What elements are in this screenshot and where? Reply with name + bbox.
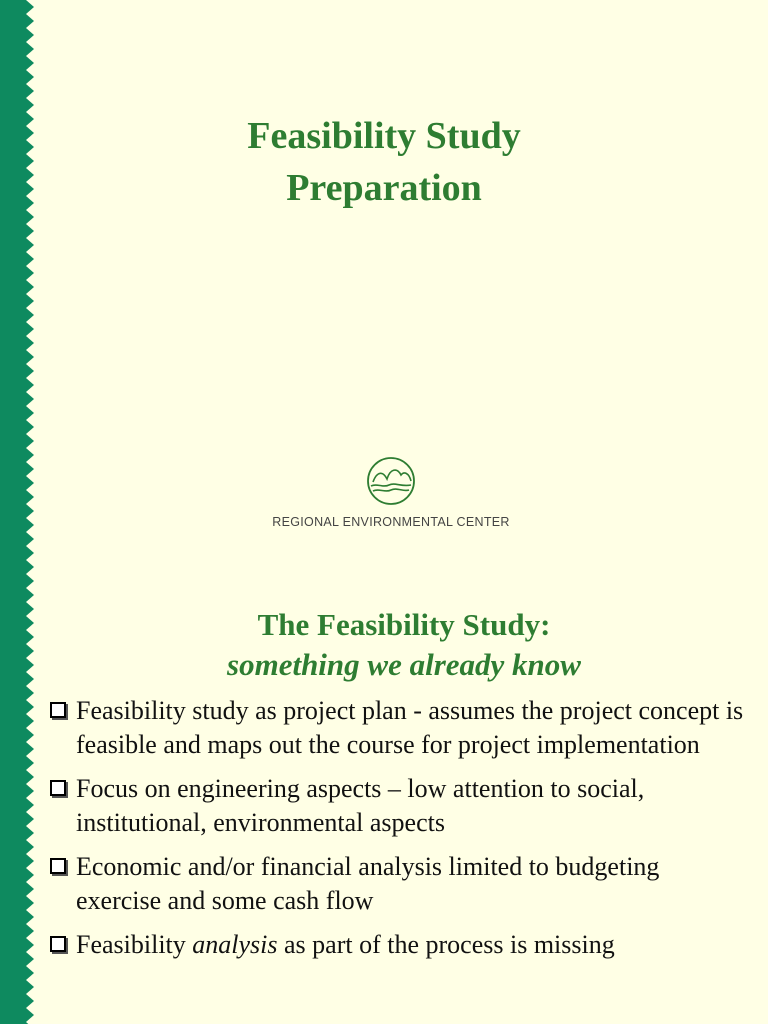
checkbox-bullet-icon (50, 780, 66, 796)
bullet-item (48, 772, 748, 840)
section-heading: The Feasibility Study: (257, 607, 551, 642)
title-line-2: Preparation (286, 167, 482, 209)
logo-text: REGIONAL ENVIRONMENTAL CENTER (272, 515, 510, 529)
bullet-item (48, 694, 748, 762)
bullet-item (48, 928, 748, 962)
bullet-text-after: as part of the process is missing (277, 930, 615, 959)
rec-logo-icon (365, 455, 417, 507)
bullet-text-before: Feasibility (76, 930, 193, 959)
checkbox-bullet-icon (50, 702, 66, 718)
bullet-text: Focus on engineering aspects – low attention to social, institutional, environmental aspects (76, 774, 645, 837)
bullet-text: Feasibility study as project plan - assumes the project concept is feasible and maps out the course for project implementation (76, 696, 744, 759)
bullet-text: Economic and/or financial analysis limited to budgeting exercise and some cash flow (76, 852, 660, 915)
checkbox-bullet-icon (50, 936, 66, 952)
bullet-text-italic: analysis (192, 930, 278, 959)
section-heading-block (0, 605, 768, 685)
organization-logo (260, 455, 522, 545)
section-subheading: something we already know (227, 647, 581, 682)
checkbox-bullet-icon (50, 858, 66, 874)
bullet-list (48, 694, 748, 972)
slide-title (0, 110, 768, 214)
bullet-item (48, 850, 748, 918)
title-line-1: Feasibility Study (247, 115, 521, 157)
